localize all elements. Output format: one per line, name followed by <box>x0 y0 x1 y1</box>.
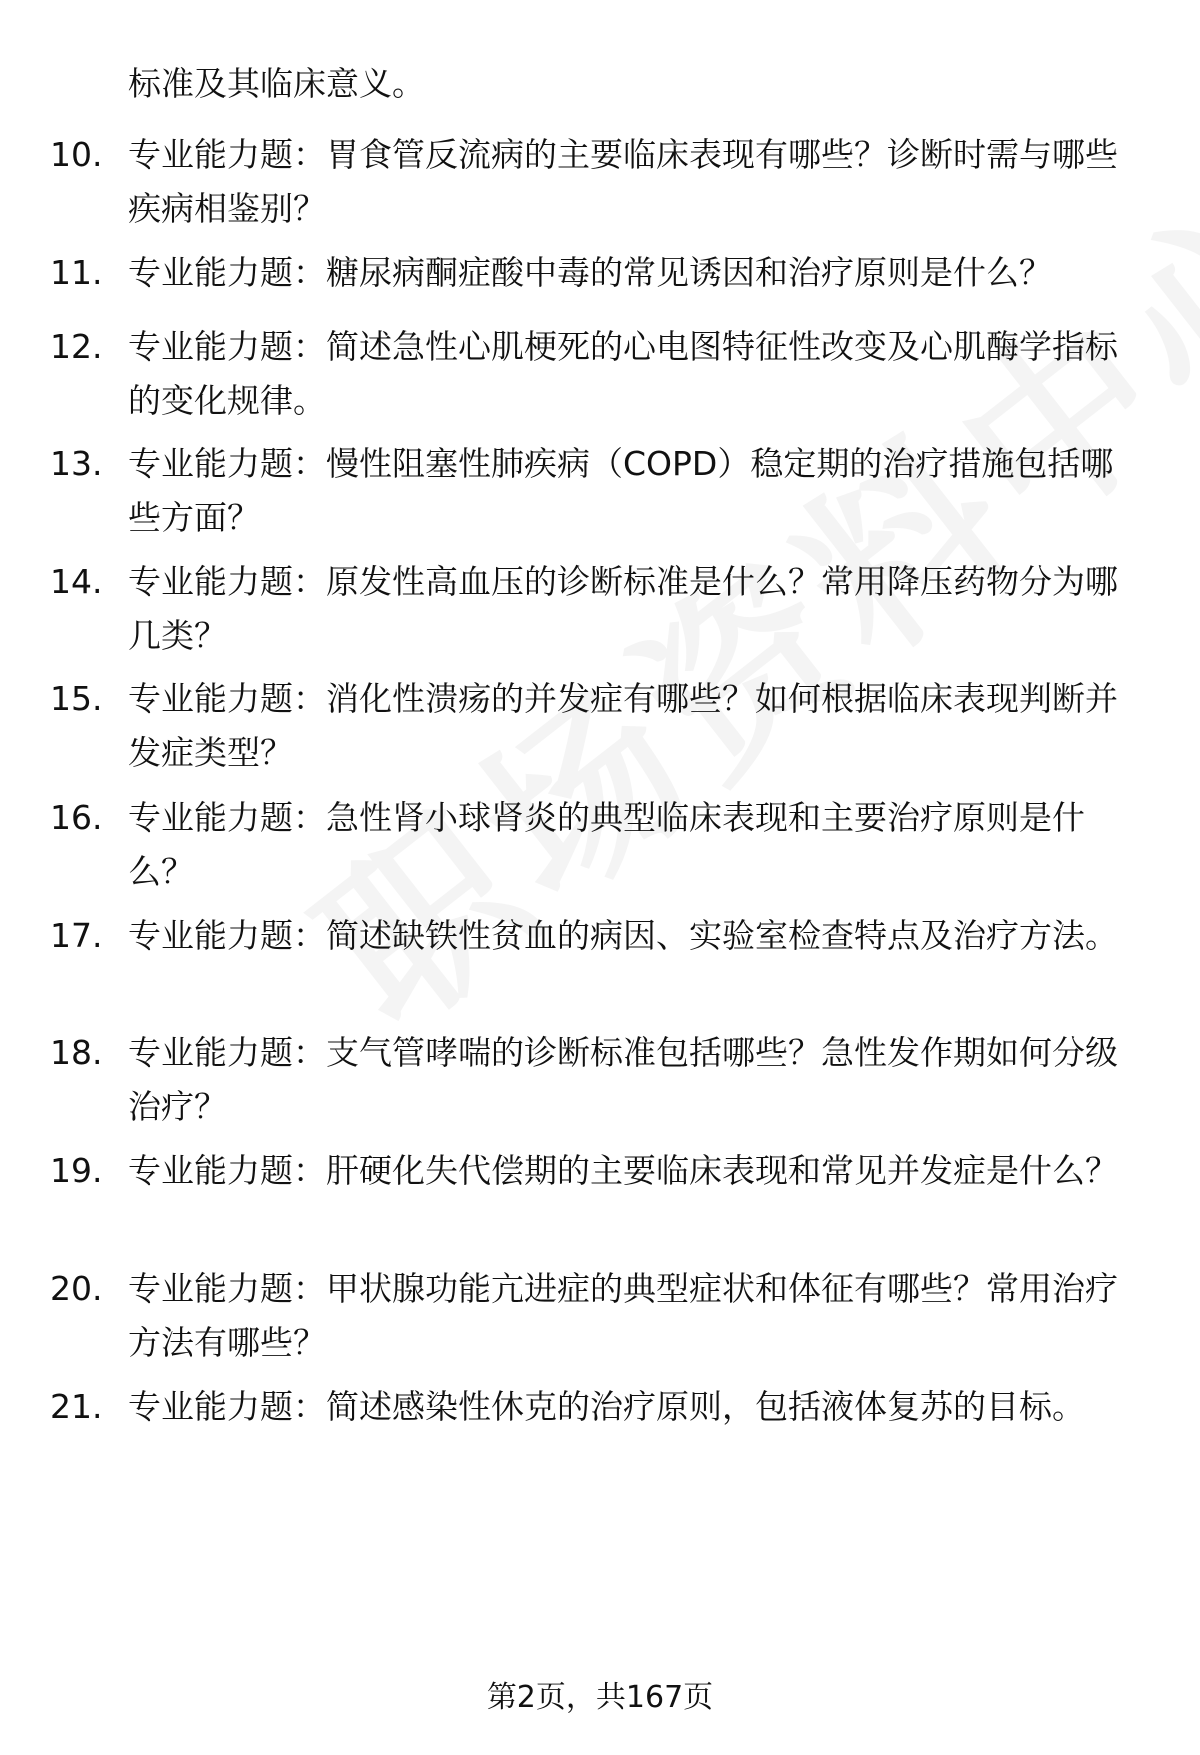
continuation-text: 标准及其临床意义。 <box>128 64 425 103</box>
question-text: 专业能力题：简述感染性休克的治疗原则，包括液体复苏的目标。 <box>128 1387 1085 1426</box>
question-item <box>50 672 1150 780</box>
question-item <box>50 128 1150 236</box>
question-text: 专业能力题：消化性溃疡的并发症有哪些？如何根据临床表现判断并发症类型？ <box>128 679 1118 772</box>
question-text: 专业能力题：简述缺铁性贫血的病因、实验室检查特点及治疗方法。 <box>128 916 1118 955</box>
question-item <box>50 437 1150 545</box>
question-text: 专业能力题：急性肾小球肾炎的典型临床表现和主要治疗原则是什么？ <box>128 798 1085 891</box>
question-item <box>50 1380 1150 1434</box>
question-number: 10. <box>50 135 103 174</box>
question-text: 专业能力题：简述急性心肌梗死的心电图特征性改变及心肌酶学指标的变化规律。 <box>128 327 1118 420</box>
question-number: 21. <box>50 1387 103 1426</box>
question-number: 17. <box>50 916 103 955</box>
question-number: 11. <box>50 253 103 292</box>
question-item <box>50 1144 1150 1198</box>
question-item <box>50 909 1150 963</box>
question-item <box>50 1026 1150 1134</box>
question-text: 专业能力题：胃食管反流病的主要临床表现有哪些？诊断时需与哪些疾病相鉴别？ <box>128 135 1118 228</box>
question-number: 16. <box>50 798 103 837</box>
question-text: 专业能力题：慢性阻塞性肺疾病（COPD）稳定期的治疗措施包括哪些方面？ <box>128 444 1114 537</box>
question-item <box>50 320 1150 428</box>
question-text: 专业能力题：甲状腺功能亢进症的典型症状和体征有哪些？常用治疗方法有哪些？ <box>128 1269 1118 1362</box>
question-number: 20. <box>50 1269 103 1308</box>
question-item <box>50 246 1150 300</box>
question-number: 18. <box>50 1033 103 1072</box>
question-number: 19. <box>50 1151 103 1190</box>
question-item <box>50 1262 1150 1370</box>
question-text: 专业能力题：肝硬化失代偿期的主要临床表现和常见并发症是什么？ <box>128 1151 1118 1190</box>
question-number: 14. <box>50 562 103 601</box>
question-item <box>50 555 1150 663</box>
question-number: 13. <box>50 444 103 483</box>
question-number: 15. <box>50 679 103 718</box>
question-text: 专业能力题：糖尿病酮症酸中毒的常见诱因和治疗原则是什么？ <box>128 253 1052 292</box>
question-text: 专业能力题：原发性高血压的诊断标准是什么？常用降压药物分为哪几类？ <box>128 562 1118 655</box>
question-item <box>50 791 1150 899</box>
question-number: 12. <box>50 327 103 366</box>
page-number: 第2页，共167页 <box>486 1680 714 1715</box>
question-text: 专业能力题：支气管哮喘的诊断标准包括哪些？急性发作期如何分级治疗？ <box>128 1033 1118 1126</box>
